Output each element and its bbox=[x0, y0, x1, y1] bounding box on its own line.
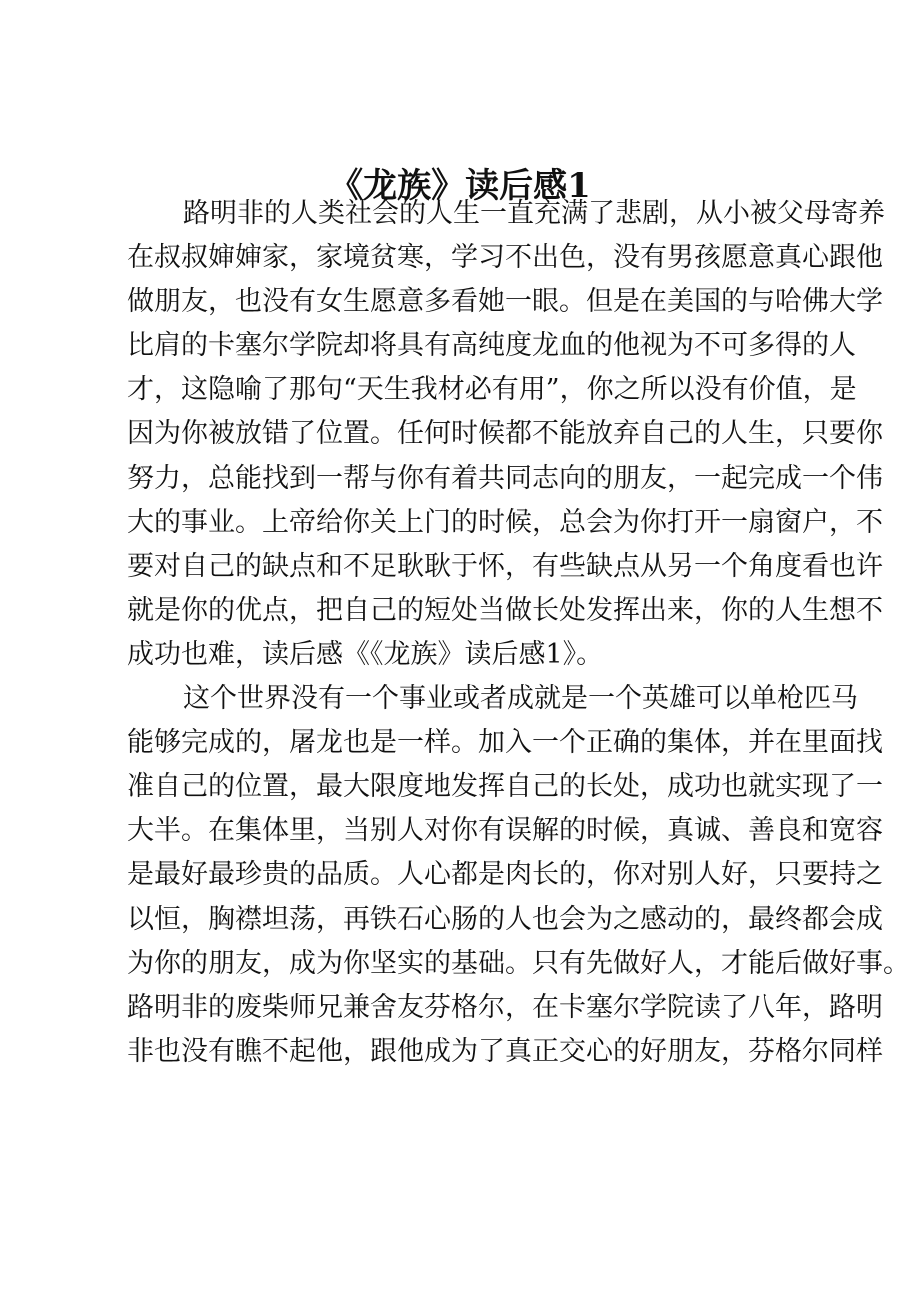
text-line: 比肩的卡塞尔学院却将具有高纯度龙血的他视为不可多得的人 bbox=[127, 330, 856, 362]
text-line: 路明非的人类社会的人生一直充满了悲剧，从小被父母寄养 bbox=[183, 198, 885, 229]
text-line: 以恒，胸襟坦荡，再铁石心肠的人也会为之感动的，最终都会成 bbox=[127, 903, 883, 935]
paragraph-2 bbox=[127, 677, 910, 1074]
text-line: 要对自己的缺点和不足耿耿于怀，有些缺点从另一个角度看也许 bbox=[127, 550, 883, 582]
text-line: 做朋友，也没有女生愿意多看她一眼。但是在美国的与哈佛大学 bbox=[127, 286, 883, 318]
text-line: 因为你被放错了位置。任何时候都不能放弃自己的人生，只要你 bbox=[127, 418, 883, 450]
text-line: 努力，总能找到一帮与你有着共同志向的朋友，一起完成一个伟 bbox=[127, 462, 883, 494]
document-title: 《龙族》读后感1 bbox=[329, 166, 591, 206]
text-line: 路明非的废柴师兄兼舍友芬格尔，在卡塞尔学院读了八年，路明 bbox=[127, 991, 883, 1023]
text-line: 是最好最珍贵的品质。人心都是肉长的，你对别人好，只要持之 bbox=[127, 859, 883, 891]
text-line: 大的事业。上帝给你关上门的时候，总会为你打开一扇窗户，不 bbox=[127, 506, 883, 538]
document-body bbox=[127, 192, 910, 1074]
text-line: 在叔叔婶婶家，家境贫寒，学习不出色，没有男孩愿意真心跟他 bbox=[127, 242, 883, 274]
text-line: 就是你的优点，把自己的短处当做长处发挥出来，你的人生想不 bbox=[127, 594, 883, 626]
text-line: 大半。在集体里，当别人对你有误解的时候，真诚、善良和宽容 bbox=[127, 815, 883, 847]
text-line: 成功也难，读后感《《龙族》读后感1》。 bbox=[127, 638, 604, 670]
text-line: 才，这隐喻了那句“天生我材必有用”，你之所以没有价值，是 bbox=[127, 374, 857, 406]
text-line: 非也没有瞧不起他，跟他成为了真正交心的好朋友，芬格尔同样 bbox=[127, 1035, 883, 1067]
text-line: 准自己的位置，最大限度地发挥自己的长处，成功也就实现了一 bbox=[127, 771, 883, 803]
text-line: 这个世界没有一个事业或者成就是一个英雄可以单枪匹马 bbox=[183, 683, 858, 715]
text-line: 能够完成的，屠龙也是一样。加入一个正确的集体，并在里面找 bbox=[127, 727, 883, 759]
text-line: 为你的朋友，成为你坚实的基础。只有先做好人，才能后做好事。 bbox=[127, 947, 910, 979]
paragraph-1 bbox=[127, 192, 885, 677]
